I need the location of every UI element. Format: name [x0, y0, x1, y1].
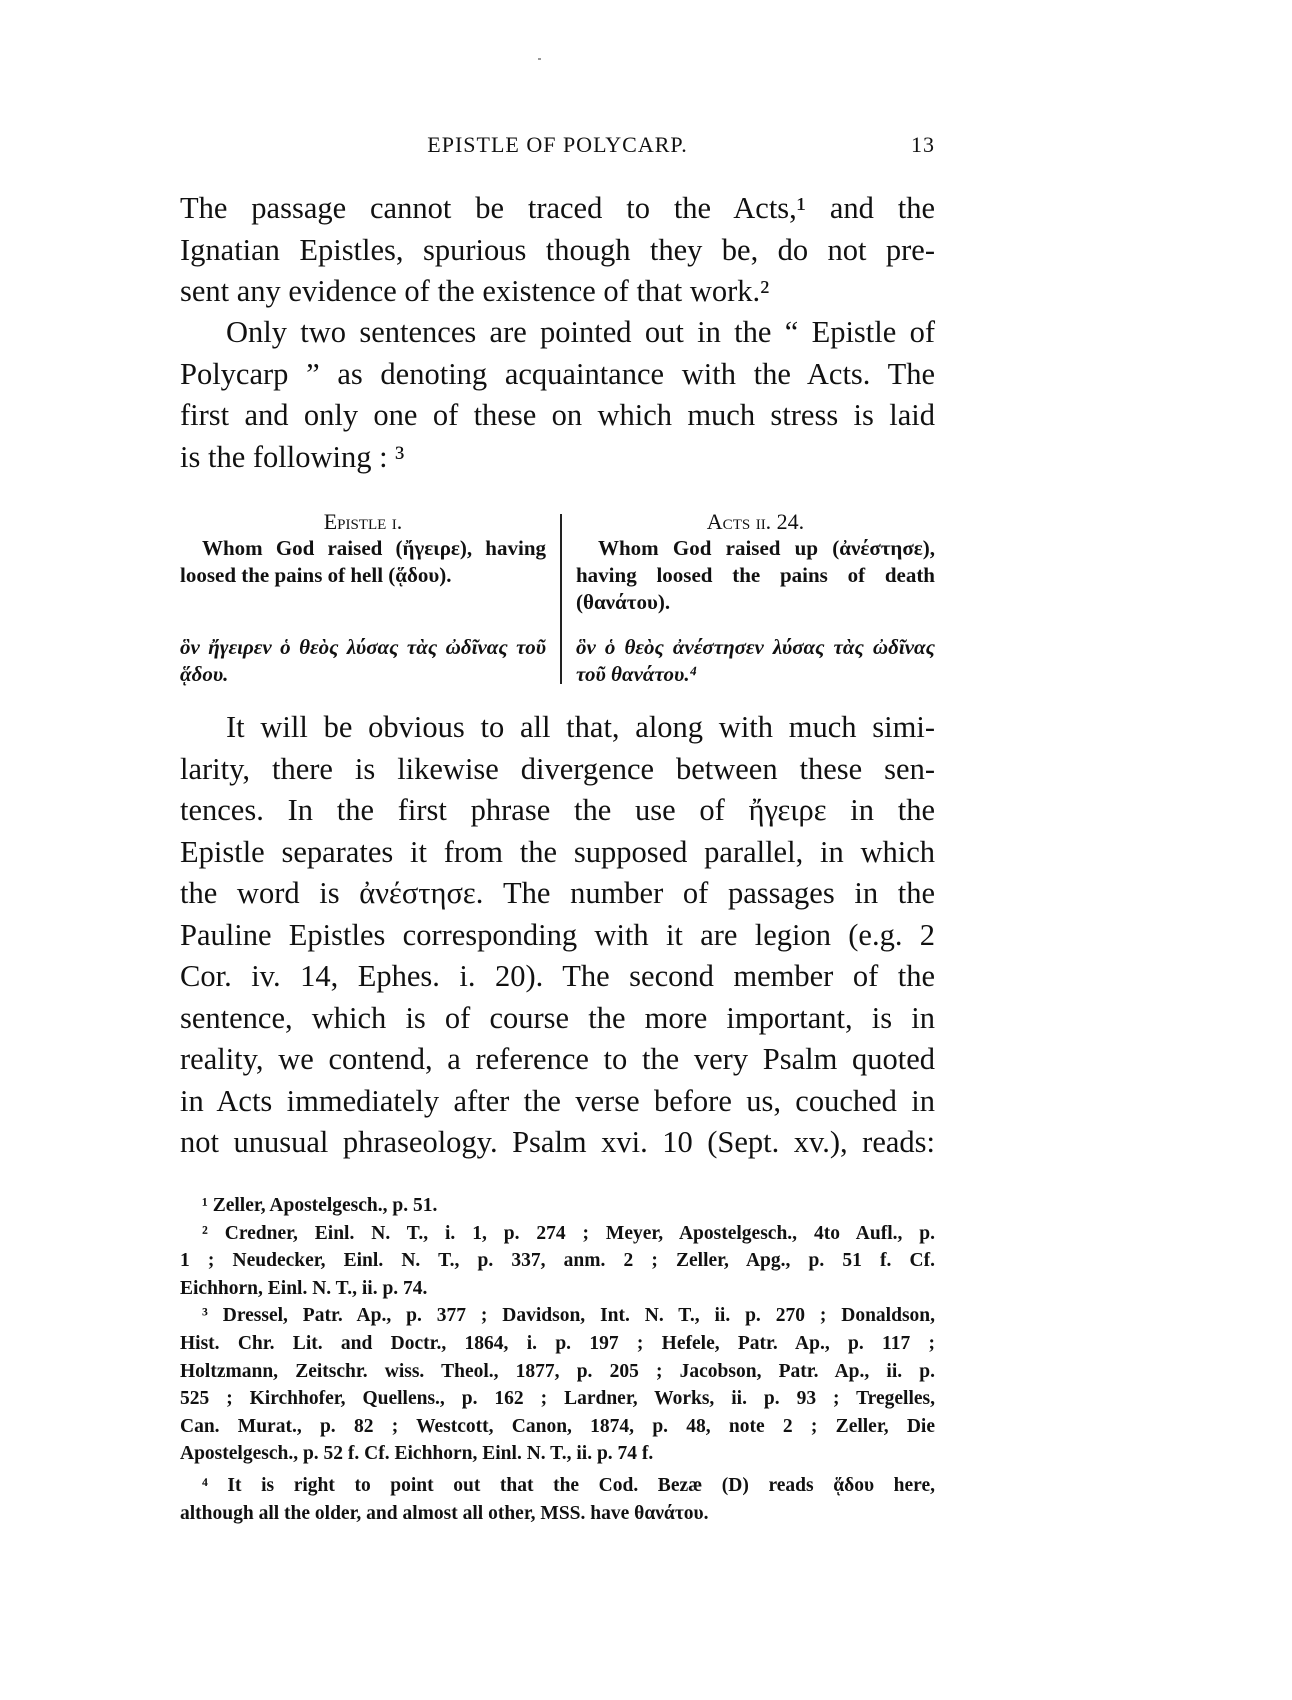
- text-line: Ignatian Epistles, spurious though they be, do not pre-: [180, 232, 935, 267]
- footnote-line: although all the older, and almost all other, MSS. have θανάτου.: [180, 1502, 709, 1524]
- spacer: [180, 616, 546, 634]
- footnote-line: 525 ; Kirchhofer, Quellens., p. 162 ; Lardner, Works, ii. p. 93 ; Tregelles,: [180, 1388, 935, 1410]
- footnote-line: ⁴ It is right to point out that the Cod. Bezæ (D) reads ᾅδου here,: [202, 1474, 935, 1496]
- text-line: is the following : ³: [180, 439, 405, 474]
- text-line: Whom God raised up (ἀνέστησε),: [598, 536, 935, 560]
- footnote-line: Can. Murat., p. 82 ; Westcott, Canon, 1874, p. 48, note 2 ; Zeller, Die: [180, 1415, 935, 1437]
- text-line: not unusual phraseology. Psalm xvi. 10 (Sept. xv.), reads:: [180, 1125, 935, 1159]
- text-line: having loosed the pains of death: [576, 563, 935, 587]
- acts-column: [576, 508, 935, 688]
- footnote-line: ³ Dressel, Patr. Ap., p. 377 ; Davidson, Int. N. T., ii. p. 270 ; Donaldson,: [202, 1305, 935, 1327]
- running-header: [180, 132, 935, 168]
- text-line: Epistle separates it from the supposed parallel, in which: [180, 834, 935, 869]
- footnote-4: [180, 1472, 935, 1527]
- text-line: Pauline Epistles corresponding with it are legion (e.g. 2: [180, 917, 935, 952]
- footnotes: [180, 1192, 935, 1527]
- footnote-line: ¹ Zeller, Apostelgesch., p. 51.: [202, 1195, 438, 1216]
- text-line: Polycarp ” as denoting acquaintance with the Acts. The: [180, 356, 935, 391]
- text-line: The passage cannot be traced to the Acts,¹ and the: [180, 191, 935, 225]
- footnote-line: Holtzmann, Zeitschr. wiss. Theol., 1877, p. 205 ; Jacobson, Patr. Ap., ii. p.: [180, 1360, 935, 1382]
- text-line: Whom God raised (ἤγειρε), having: [202, 536, 546, 560]
- page-number: 13: [911, 132, 935, 157]
- greek-line: τοῦ θανάτου.⁴: [576, 662, 697, 686]
- paragraph-2: [180, 312, 935, 478]
- footnote-2: [180, 1220, 935, 1303]
- column-heading: Acts ii. 24.: [706, 509, 805, 534]
- text-line: larity, there is likewise divergence between these sen-: [180, 751, 935, 786]
- spacer: [576, 616, 935, 634]
- footnote-line: Apostelgesch., p. 52 f. Cf. Eichhorn, Einl. N. T., ii. p. 74 f.: [180, 1443, 654, 1465]
- column-divider: [560, 514, 562, 684]
- text-line: tences. In the first phrase the use of ἤγειρε in the: [180, 793, 935, 827]
- paragraph-1: [180, 188, 935, 313]
- scan-speck: [538, 58, 541, 60]
- footnote-1: [180, 1192, 935, 1220]
- greek-line: ὃν ὁ θεὸς ἀνέστησεν λύσας τὰς ὠδῖνας: [576, 635, 935, 659]
- footnote-line: Eichhorn, Einl. N. T., ii. p. 74.: [180, 1277, 428, 1299]
- text-line: sentence, which is of course the more important, is in: [180, 1000, 935, 1035]
- paragraph-3: [180, 707, 935, 1164]
- greek-line: ὃν ἤγειρεν ὁ θεὸς λύσας τὰς ὠδῖνας τοῦ: [180, 635, 546, 659]
- text-line: reality, we contend, a reference to the very Psalm quoted: [180, 1042, 935, 1076]
- epistle-column: [180, 508, 546, 688]
- footnote-line: ² Credner, Einl. N. T., i. 1, p. 274 ; Meyer, Apostelgesch., 4to Aufl., p.: [202, 1222, 935, 1244]
- footnote-line: 1 ; Neudecker, Einl. N. T., p. 337, anm. 2 ; Zeller, Apg., p. 51 f. Cf.: [180, 1250, 935, 1272]
- running-title: EPISTLE OF POLYCARP.: [427, 132, 688, 157]
- column-heading: Epistle i.: [323, 509, 403, 534]
- text-line: It will be obvious to all that, along with much simi-: [226, 710, 935, 744]
- footnote-3: [180, 1302, 935, 1468]
- text-line: loosed the pains of hell (ᾅδου).: [180, 563, 452, 587]
- text-line: first and only one of these on which much stress is laid: [180, 398, 935, 432]
- text-line: Cor. iv. 14, Ephes. i. 20). The second member of the: [180, 959, 935, 993]
- greek-line: ᾅδου.: [180, 662, 229, 686]
- text-line: the word is ἀνέστησε. The number of passages in the: [180, 876, 935, 910]
- text-line: in Acts immediately after the verse before us, couched in: [180, 1083, 935, 1118]
- text-line: (θανάτου).: [576, 590, 671, 614]
- text-line: Only two sentences are pointed out in the “ Epistle of: [226, 315, 935, 349]
- text-line: sent any evidence of the existence of that work.²: [180, 274, 770, 308]
- footnote-line: Hist. Chr. Lit. and Doctr., 1864, i. p. 197 ; Hefele, Patr. Ap., p. 117 ;: [180, 1332, 935, 1354]
- comparison-columns: [180, 508, 935, 684]
